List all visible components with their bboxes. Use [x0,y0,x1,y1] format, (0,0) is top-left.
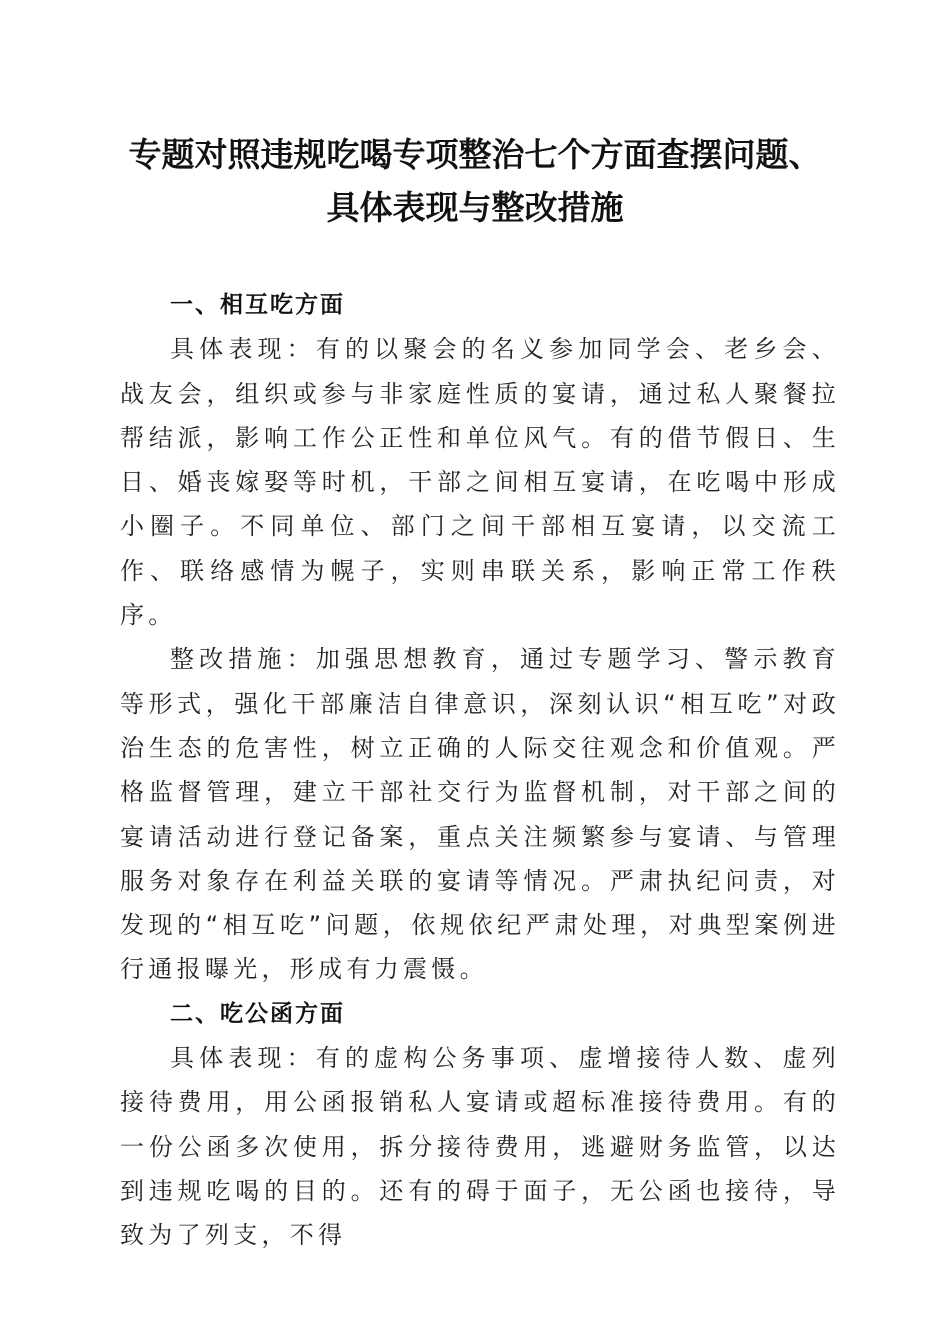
section-2 [120,992,840,1258]
section-heading: 一、相互吃方面 [170,292,345,318]
section-heading: 二、吃公函方面 [170,1000,345,1027]
section-paragraph: 具体表现：有的虚构公务事项、虚增接待人数、虚列接待费用，用公函报销私人宴请或超标准接待费用。有的一份公函多次使用，拆分接待费用，逃避财务监管，以达到违规吃喝的目的。还有的碍于面子，无公函也接待，导致为了列支，不得 [120,1044,840,1250]
document-title [110,128,840,234]
section-paragraph: 具体表现：有的以聚会的名义参加同学会、老乡会、战友会，组织或参与非家庭性质的宴请，通过私人聚餐拉帮结派，影响工作公正性和单位风气。有的借节假日、生日、婚丧嫁娶等时机，干部之间相互宴请，在吃喝中形成小圈子。不同单位、部门之间干部相互宴请，以交流工作、联络感情为幌子，实则串联关系，影响正常工作秩序。 [120,335,840,630]
section-1 [120,283,840,992]
title-line-2: 具体表现与整改措施 [326,188,624,227]
title-line-1: 专题对照违规吃喝专项整治七个方面查摆问题、 [128,135,822,174]
document-body [120,283,840,1258]
section-paragraph: 整改措施：加强思想教育，通过专题学习、警示教育等形式，强化干部廉洁自律意识，深刻认识“相互吃”对政治生态的危害性，树立正确的人际交往观念和价值观。严格监督管理，建立干部社交行为监督机制，对干部之间的宴请活动进行登记备案，重点关注频繁参与宴请、与管理服务对象存在利益关联的宴请等情况。严肃执纪问责，对发现的“相互吃”问题，依规依纪严肃处理，对典型案例进行通报曝光，形成有力震慑。 [120,645,840,984]
